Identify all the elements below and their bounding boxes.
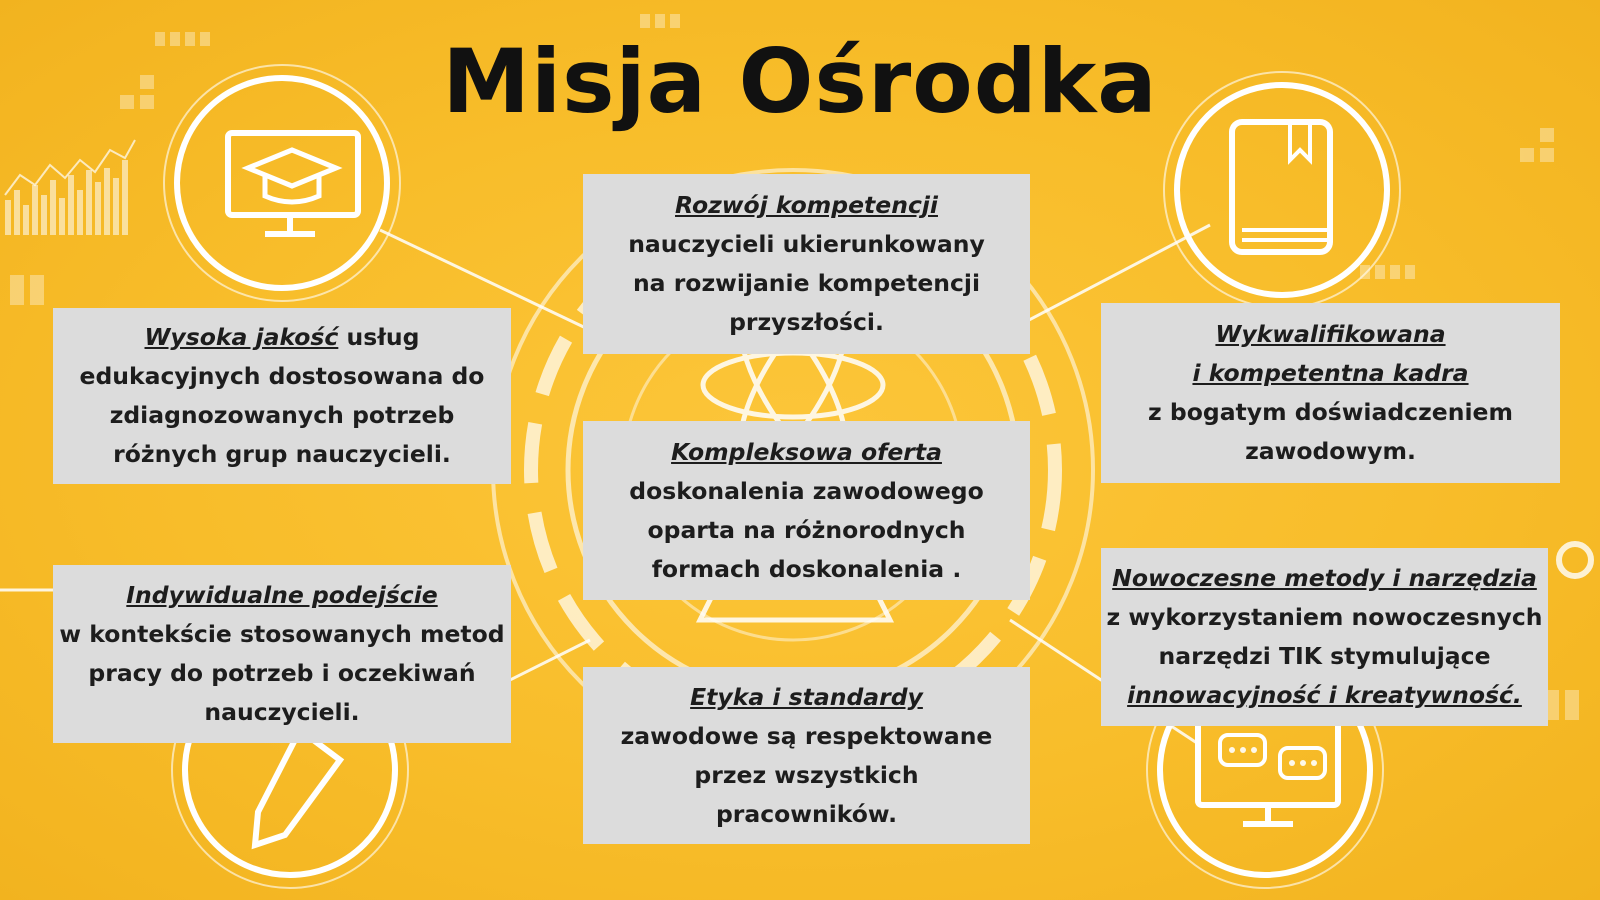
box-kadra bbox=[1101, 303, 1560, 483]
box-heading: Kompleksowa oferta bbox=[671, 437, 942, 466]
box-line: pracowników. bbox=[715, 799, 898, 828]
box-heading: Indywidualne podejście bbox=[126, 581, 438, 609]
box-line: przyszłości. bbox=[729, 308, 884, 336]
box-line: doskonalenia zawodowego bbox=[629, 476, 984, 505]
box-heading: i kompetentna kadra bbox=[1192, 359, 1469, 387]
box-line: różnych grup nauczycieli. bbox=[113, 440, 451, 468]
box-heading: Nowoczesne metody i narzędzia bbox=[1112, 564, 1537, 592]
box-heading-tail: usług bbox=[338, 323, 420, 351]
box-heading: Wysoka jakość bbox=[144, 323, 339, 351]
box-etyka bbox=[583, 667, 1030, 844]
box-line: na rozwijanie kompetencji bbox=[632, 269, 981, 297]
box-jakosc bbox=[53, 308, 511, 484]
box-line: zawodowym. bbox=[1245, 437, 1416, 465]
box-line: narzędzi TIK stymulujące bbox=[1158, 642, 1491, 670]
page-title: Misja Ośrodka bbox=[442, 30, 1158, 133]
box-line: edukacyjnych dostosowana do bbox=[79, 362, 485, 390]
box-metody bbox=[1101, 548, 1548, 726]
box-line: nauczycieli ukierunkowany bbox=[628, 230, 985, 258]
box-oferta bbox=[583, 421, 1030, 600]
box-line: pracy do potrzeb i oczekiwań bbox=[88, 659, 476, 687]
box-line: nauczycieli. bbox=[204, 698, 360, 726]
box-rozwoj bbox=[583, 174, 1030, 354]
box-line: z bogatym doświadczeniem bbox=[1148, 398, 1513, 426]
box-heading: Wykwalifikowana bbox=[1215, 320, 1446, 348]
box-line: zdiagnozowanych potrzeb bbox=[109, 401, 455, 429]
box-line: formach doskonalenia . bbox=[651, 554, 962, 583]
box-line: oparta na różnorodnych bbox=[647, 515, 966, 544]
box-heading: Rozwój kompetencji bbox=[675, 191, 938, 219]
box-podejscie bbox=[53, 565, 511, 743]
box-line: z wykorzystaniem nowoczesnych bbox=[1106, 603, 1543, 631]
box-line: przez wszystkich bbox=[694, 760, 919, 789]
box-heading-line bbox=[145, 318, 420, 357]
box-heading: Etyka i standardy bbox=[690, 682, 923, 711]
box-line: w kontekście stosowanych metod bbox=[59, 620, 505, 648]
box-line-emphasis: innowacyjność i kreatywność. bbox=[1127, 681, 1522, 709]
box-line: zawodowe są respektowane bbox=[620, 721, 993, 750]
